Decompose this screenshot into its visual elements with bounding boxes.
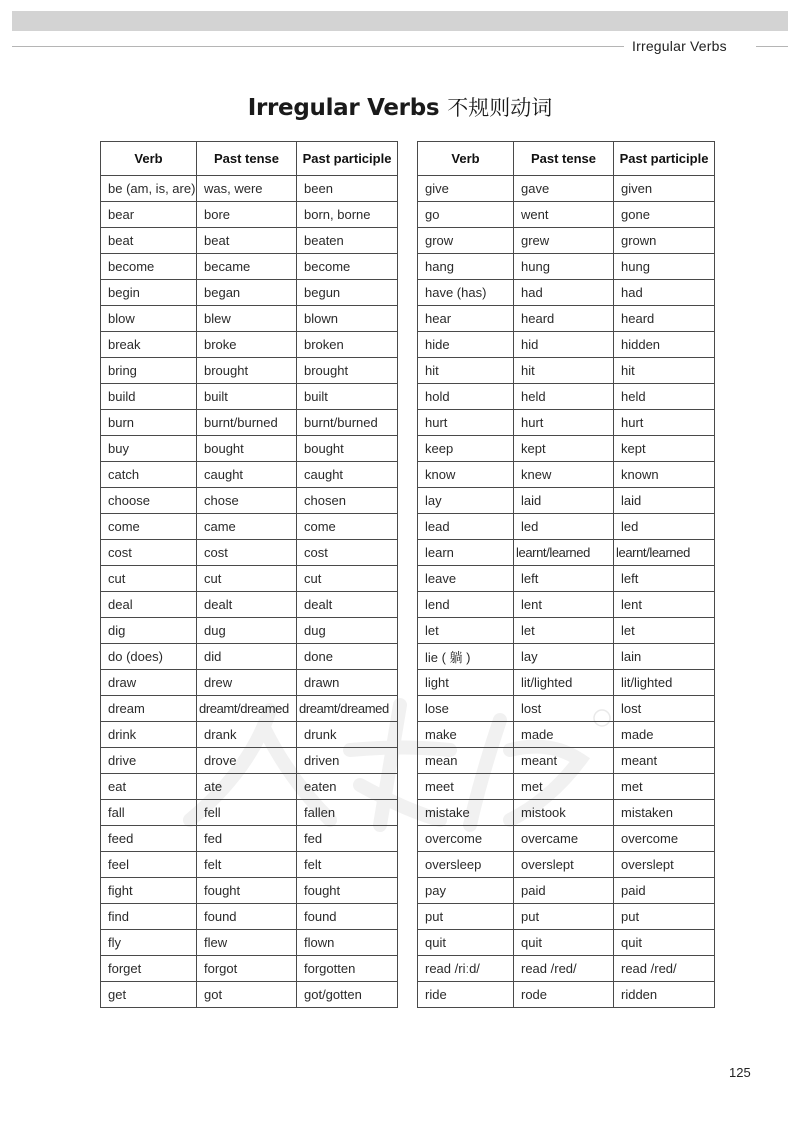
verb-cell: catch xyxy=(101,462,197,488)
past-participle-cell: beaten xyxy=(297,228,398,254)
column-header-verb: Verb xyxy=(418,142,514,176)
past-tense-cell: went xyxy=(514,202,614,228)
verb-cell: bear xyxy=(101,202,197,228)
verb-cell: read /riːd/ xyxy=(418,956,514,982)
past-participle-cell: met xyxy=(614,774,715,800)
table-row xyxy=(101,488,398,514)
past-participle-cell: given xyxy=(614,176,715,202)
past-tense-cell: brought xyxy=(197,358,297,384)
past-participle-cell: paid xyxy=(614,878,715,904)
verb-cell: fall xyxy=(101,800,197,826)
table-row xyxy=(418,956,715,982)
past-tense-cell: hit xyxy=(514,358,614,384)
verb-cell: light xyxy=(418,670,514,696)
table-row xyxy=(418,228,715,254)
past-participle-cell: found xyxy=(297,904,398,930)
table-row xyxy=(101,618,398,644)
past-tense-cell: quit xyxy=(514,930,614,956)
past-tense-cell: fell xyxy=(197,800,297,826)
past-tense-cell: let xyxy=(514,618,614,644)
past-participle-cell: overcome xyxy=(614,826,715,852)
table-row xyxy=(101,592,398,618)
past-tense-cell: made xyxy=(514,722,614,748)
past-participle-cell: kept xyxy=(614,436,715,462)
past-tense-cell: blew xyxy=(197,306,297,332)
table-row xyxy=(101,384,398,410)
verb-cell: draw xyxy=(101,670,197,696)
table-row xyxy=(418,722,715,748)
past-tense-cell: bore xyxy=(197,202,297,228)
column-header-past-tense: Past tense xyxy=(197,142,297,176)
past-participle-cell: cost xyxy=(297,540,398,566)
past-participle-cell: come xyxy=(297,514,398,540)
table-row xyxy=(418,358,715,384)
past-tense-cell: dug xyxy=(197,618,297,644)
table-row xyxy=(101,176,398,202)
past-participle-cell: drunk xyxy=(297,722,398,748)
verb-cell: know xyxy=(418,462,514,488)
table-row xyxy=(418,566,715,592)
past-participle-cell: ridden xyxy=(614,982,715,1008)
table-row xyxy=(101,644,398,670)
past-participle-cell: caught xyxy=(297,462,398,488)
past-participle-cell: fed xyxy=(297,826,398,852)
verb-cell: overcome xyxy=(418,826,514,852)
past-participle-cell: known xyxy=(614,462,715,488)
verb-cell: pay xyxy=(418,878,514,904)
table-row xyxy=(418,670,715,696)
title-english: Irregular Verbs xyxy=(247,95,440,121)
table-row xyxy=(418,540,715,566)
table-row xyxy=(101,774,398,800)
verb-cell: burn xyxy=(101,410,197,436)
column-header-past-tense: Past tense xyxy=(514,142,614,176)
header-row xyxy=(101,142,398,176)
past-tense-cell: overcame xyxy=(514,826,614,852)
past-tense-cell: met xyxy=(514,774,614,800)
past-participle-cell: put xyxy=(614,904,715,930)
verb-cell: put xyxy=(418,904,514,930)
past-tense-cell: read /red/ xyxy=(514,956,614,982)
table-row xyxy=(101,566,398,592)
past-tense-cell: grew xyxy=(514,228,614,254)
verb-cell: hit xyxy=(418,358,514,384)
past-participle-cell: blown xyxy=(297,306,398,332)
table-row xyxy=(418,436,715,462)
past-tense-cell: rode xyxy=(514,982,614,1008)
past-tense-cell: mistook xyxy=(514,800,614,826)
past-participle-cell: left xyxy=(614,566,715,592)
verb-cell: bring xyxy=(101,358,197,384)
past-tense-cell: caught xyxy=(197,462,297,488)
past-tense-cell: had xyxy=(514,280,614,306)
past-tense-cell: bought xyxy=(197,436,297,462)
header-rule xyxy=(12,46,624,47)
table-row xyxy=(418,930,715,956)
table-row xyxy=(418,592,715,618)
table-row xyxy=(418,878,715,904)
past-participle-cell: dreamt/dreamed xyxy=(297,696,398,722)
past-participle-cell: bought xyxy=(297,436,398,462)
verb-cell: feel xyxy=(101,852,197,878)
table-row xyxy=(101,722,398,748)
verb-cell: become xyxy=(101,254,197,280)
past-participle-cell: lost xyxy=(614,696,715,722)
past-tense-cell: got xyxy=(197,982,297,1008)
column-header-verb: Verb xyxy=(101,142,197,176)
table-row xyxy=(101,332,398,358)
top-gray-bar xyxy=(12,11,788,31)
table-row xyxy=(101,462,398,488)
verb-cell: fly xyxy=(101,930,197,956)
verb-cell: lay xyxy=(418,488,514,514)
running-head: Irregular Verbs xyxy=(632,38,727,54)
page-title xyxy=(0,92,800,122)
past-participle-cell: fought xyxy=(297,878,398,904)
past-participle-cell: dealt xyxy=(297,592,398,618)
past-tense-cell: laid xyxy=(514,488,614,514)
past-tense-cell: chose xyxy=(197,488,297,514)
table-row xyxy=(101,852,398,878)
past-participle-cell: meant xyxy=(614,748,715,774)
past-tense-cell: broke xyxy=(197,332,297,358)
past-tense-cell: heard xyxy=(514,306,614,332)
verb-cell: fight xyxy=(101,878,197,904)
past-tense-cell: fed xyxy=(197,826,297,852)
verb-cell: build xyxy=(101,384,197,410)
verb-cell: lead xyxy=(418,514,514,540)
past-tense-cell: did xyxy=(197,644,297,670)
table-row xyxy=(418,748,715,774)
past-participle-cell: held xyxy=(614,384,715,410)
table-row xyxy=(418,774,715,800)
past-participle-cell: mistaken xyxy=(614,800,715,826)
past-participle-cell: drawn xyxy=(297,670,398,696)
table-row xyxy=(101,358,398,384)
table-row xyxy=(418,332,715,358)
table-row xyxy=(418,514,715,540)
table-row xyxy=(101,930,398,956)
past-tense-cell: came xyxy=(197,514,297,540)
verb-cell: ride xyxy=(418,982,514,1008)
past-tense-cell: hung xyxy=(514,254,614,280)
past-participle-cell: lain xyxy=(614,644,715,670)
past-participle-cell: laid xyxy=(614,488,715,514)
past-participle-cell: done xyxy=(297,644,398,670)
past-tense-cell: dealt xyxy=(197,592,297,618)
past-tense-cell: paid xyxy=(514,878,614,904)
past-participle-cell: lit/lighted xyxy=(614,670,715,696)
column-header-past-participle: Past participle xyxy=(297,142,398,176)
past-participle-cell: overslept xyxy=(614,852,715,878)
past-participle-cell: heard xyxy=(614,306,715,332)
past-participle-cell: made xyxy=(614,722,715,748)
header-rule-end xyxy=(756,46,788,47)
past-participle-cell: become xyxy=(297,254,398,280)
table-row xyxy=(101,410,398,436)
table-row xyxy=(418,904,715,930)
past-participle-cell: born, borne xyxy=(297,202,398,228)
past-participle-cell: burnt/burned xyxy=(297,410,398,436)
table-row xyxy=(418,852,715,878)
past-participle-cell: driven xyxy=(297,748,398,774)
table-row xyxy=(101,670,398,696)
verb-cell: quit xyxy=(418,930,514,956)
past-tense-cell: lay xyxy=(514,644,614,670)
past-tense-cell: overslept xyxy=(514,852,614,878)
past-tense-cell: learnt/learned xyxy=(514,540,614,566)
past-tense-cell: meant xyxy=(514,748,614,774)
table-row xyxy=(418,618,715,644)
past-tense-cell: drove xyxy=(197,748,297,774)
past-participle-cell: hung xyxy=(614,254,715,280)
verb-cell: lose xyxy=(418,696,514,722)
past-participle-cell: quit xyxy=(614,930,715,956)
table-row xyxy=(418,800,715,826)
past-tense-cell: cost xyxy=(197,540,297,566)
past-tense-cell: drew xyxy=(197,670,297,696)
verb-cell: hear xyxy=(418,306,514,332)
past-participle-cell: chosen xyxy=(297,488,398,514)
past-tense-cell: led xyxy=(514,514,614,540)
past-tense-cell: cut xyxy=(197,566,297,592)
past-tense-cell: flew xyxy=(197,930,297,956)
past-tense-cell: hurt xyxy=(514,410,614,436)
table-row xyxy=(101,748,398,774)
verb-cell: meet xyxy=(418,774,514,800)
past-participle-cell: grown xyxy=(614,228,715,254)
past-tense-cell: became xyxy=(197,254,297,280)
verb-cell: lend xyxy=(418,592,514,618)
past-tense-cell: was, were xyxy=(197,176,297,202)
verb-cell: mistake xyxy=(418,800,514,826)
verb-cell: cut xyxy=(101,566,197,592)
verb-cell: learn xyxy=(418,540,514,566)
table-row xyxy=(101,696,398,722)
header-row xyxy=(418,142,715,176)
past-tense-cell: ate xyxy=(197,774,297,800)
column-header-past-participle: Past participle xyxy=(614,142,715,176)
past-tense-cell: hid xyxy=(514,332,614,358)
table-row xyxy=(101,436,398,462)
table-row xyxy=(101,826,398,852)
page-number: 125 xyxy=(729,1065,751,1080)
table-row xyxy=(418,696,715,722)
table-row xyxy=(418,384,715,410)
past-tense-cell: knew xyxy=(514,462,614,488)
verb-cell: deal xyxy=(101,592,197,618)
past-tense-cell: burnt/burned xyxy=(197,410,297,436)
past-tense-cell: lent xyxy=(514,592,614,618)
verb-cell: give xyxy=(418,176,514,202)
past-participle-cell: brought xyxy=(297,358,398,384)
past-participle-cell: begun xyxy=(297,280,398,306)
verb-cell: lie ( 躺 ) xyxy=(418,644,514,670)
verb-cell: drink xyxy=(101,722,197,748)
past-participle-cell: felt xyxy=(297,852,398,878)
past-participle-cell: cut xyxy=(297,566,398,592)
verb-cell: choose xyxy=(101,488,197,514)
verb-cell: do (does) xyxy=(101,644,197,670)
past-tense-cell: put xyxy=(514,904,614,930)
past-participle-cell: read /red/ xyxy=(614,956,715,982)
verb-cell: hold xyxy=(418,384,514,410)
verb-cell: buy xyxy=(101,436,197,462)
verb-cell: go xyxy=(418,202,514,228)
verb-cell: dig xyxy=(101,618,197,644)
table-row xyxy=(418,410,715,436)
past-participle-cell: got/gotten xyxy=(297,982,398,1008)
verb-cell: eat xyxy=(101,774,197,800)
table-row xyxy=(418,280,715,306)
past-participle-cell: fallen xyxy=(297,800,398,826)
verb-cell: keep xyxy=(418,436,514,462)
verb-cell: begin xyxy=(101,280,197,306)
past-tense-cell: lost xyxy=(514,696,614,722)
past-tense-cell: gave xyxy=(514,176,614,202)
table-row xyxy=(101,228,398,254)
verb-cell: mean xyxy=(418,748,514,774)
past-participle-cell: let xyxy=(614,618,715,644)
table-row xyxy=(101,800,398,826)
verb-cell: have (has) xyxy=(418,280,514,306)
past-tense-cell: drank xyxy=(197,722,297,748)
past-participle-cell: hurt xyxy=(614,410,715,436)
verb-cell: feed xyxy=(101,826,197,852)
verb-cell: come xyxy=(101,514,197,540)
past-tense-cell: fought xyxy=(197,878,297,904)
verb-table-left xyxy=(100,141,398,1008)
verb-cell: break xyxy=(101,332,197,358)
table-row xyxy=(101,202,398,228)
past-participle-cell: built xyxy=(297,384,398,410)
table-row xyxy=(418,462,715,488)
table-row xyxy=(101,280,398,306)
table-row xyxy=(101,878,398,904)
verb-cell: hurt xyxy=(418,410,514,436)
past-participle-cell: flown xyxy=(297,930,398,956)
past-tense-cell: began xyxy=(197,280,297,306)
past-tense-cell: found xyxy=(197,904,297,930)
table-row xyxy=(418,826,715,852)
past-participle-cell: gone xyxy=(614,202,715,228)
verb-cell: find xyxy=(101,904,197,930)
past-participle-cell: led xyxy=(614,514,715,540)
past-tense-cell: kept xyxy=(514,436,614,462)
table-row xyxy=(418,306,715,332)
past-participle-cell: hidden xyxy=(614,332,715,358)
table-row xyxy=(418,176,715,202)
verb-cell: make xyxy=(418,722,514,748)
verb-cell: get xyxy=(101,982,197,1008)
title-chinese: 不规则动词 xyxy=(447,96,553,120)
table-row xyxy=(101,254,398,280)
past-participle-cell: learnt/learned xyxy=(614,540,715,566)
verb-cell: grow xyxy=(418,228,514,254)
verb-cell: hang xyxy=(418,254,514,280)
verb-cell: beat xyxy=(101,228,197,254)
past-tense-cell: lit/lighted xyxy=(514,670,614,696)
past-participle-cell: had xyxy=(614,280,715,306)
past-participle-cell: been xyxy=(297,176,398,202)
past-tense-cell: built xyxy=(197,384,297,410)
verb-cell: forget xyxy=(101,956,197,982)
verb-cell: be (am, is, are) xyxy=(101,176,197,202)
past-tense-cell: left xyxy=(514,566,614,592)
table-row xyxy=(418,488,715,514)
verb-cell: let xyxy=(418,618,514,644)
table-row xyxy=(101,540,398,566)
verb-table-right xyxy=(417,141,715,1008)
past-tense-cell: forgot xyxy=(197,956,297,982)
verb-cell: cost xyxy=(101,540,197,566)
past-tense-cell: held xyxy=(514,384,614,410)
past-participle-cell: eaten xyxy=(297,774,398,800)
past-tense-cell: beat xyxy=(197,228,297,254)
past-tense-cell: felt xyxy=(197,852,297,878)
table-row xyxy=(101,306,398,332)
past-participle-cell: forgotten xyxy=(297,956,398,982)
table-row xyxy=(418,644,715,670)
verb-cell: drive xyxy=(101,748,197,774)
past-participle-cell: dug xyxy=(297,618,398,644)
verb-cell: oversleep xyxy=(418,852,514,878)
table-row xyxy=(101,514,398,540)
verb-cell: blow xyxy=(101,306,197,332)
table-row xyxy=(101,956,398,982)
table-row xyxy=(418,202,715,228)
table-row xyxy=(101,982,398,1008)
table-row xyxy=(418,982,715,1008)
verb-cell: leave xyxy=(418,566,514,592)
past-tense-cell: dreamt/dreamed xyxy=(197,696,297,722)
table-row xyxy=(418,254,715,280)
table-row xyxy=(101,904,398,930)
verb-cell: dream xyxy=(101,696,197,722)
past-participle-cell: lent xyxy=(614,592,715,618)
past-participle-cell: broken xyxy=(297,332,398,358)
past-participle-cell: hit xyxy=(614,358,715,384)
verb-cell: hide xyxy=(418,332,514,358)
